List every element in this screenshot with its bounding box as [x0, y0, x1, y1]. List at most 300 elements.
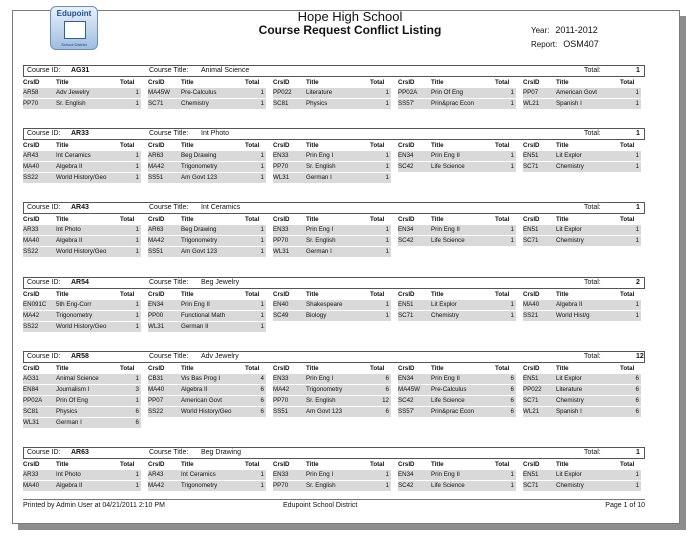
crsid-cell: EN33: [273, 152, 289, 159]
title-cell: Lit Explor: [556, 226, 582, 233]
column-header: [23, 78, 141, 88]
total-cell: 1: [385, 226, 389, 233]
title-cell: Sr. English: [56, 100, 86, 107]
title-header: Title: [181, 79, 194, 86]
total-cell: 1: [510, 471, 514, 478]
crsid-header: CrsID: [273, 216, 290, 223]
table-row: [523, 300, 641, 310]
title-cell: Literature: [556, 386, 583, 393]
conflict-column: [523, 290, 641, 322]
column-header: [398, 460, 516, 470]
title-cell: American Govt: [181, 397, 222, 404]
conflict-column: [398, 364, 516, 418]
table-row: [273, 162, 391, 172]
crsid-header: CrsID: [273, 291, 290, 298]
crsid-cell: SC49: [273, 312, 289, 319]
total-cell: 1: [260, 323, 264, 330]
title-cell: Chemistry: [556, 163, 584, 170]
conflict-column: [273, 141, 391, 184]
total-cell: 6: [510, 386, 514, 393]
title-cell: Sr. English: [306, 482, 336, 489]
report-title: Course Request Conflict Listing: [258, 23, 442, 37]
total-header: Total: [120, 79, 135, 86]
course-id-value: AR54: [71, 279, 89, 286]
table-row: [523, 385, 641, 395]
column-header: [23, 215, 141, 225]
title-header: Title: [306, 142, 319, 149]
table-row: [23, 322, 141, 332]
table-row: [523, 396, 641, 406]
total-cell: 1: [385, 312, 389, 319]
title-cell: Physics: [56, 408, 78, 415]
total-label: Total:: [584, 353, 601, 360]
total-cell: 6: [385, 386, 389, 393]
crsid-header: CrsID: [523, 291, 540, 298]
total-cell: 1: [385, 89, 389, 96]
title-cell: Spanish I: [556, 408, 582, 415]
table-row: [273, 481, 391, 491]
table-row: [148, 99, 266, 109]
title-cell: Chemistry: [181, 100, 209, 107]
title-cell: Spanish I: [556, 100, 582, 107]
total-header: Total: [370, 365, 385, 372]
title-cell: 5th Eng-Corr: [56, 301, 92, 308]
total-header: Total: [245, 216, 260, 223]
crsid-cell: MA42: [148, 163, 165, 170]
table-row: [148, 225, 266, 235]
title-cell: Prin Of Eng: [431, 89, 463, 96]
crsid-cell: EN51: [523, 152, 539, 159]
crsid-cell: PP022: [523, 386, 542, 393]
total-header: Total: [120, 291, 135, 298]
total-cell: 1: [135, 89, 139, 96]
total-cell: 1: [385, 237, 389, 244]
table-row: [398, 385, 516, 395]
crsid-cell: SC71: [398, 312, 414, 319]
title-cell: Chemistry: [556, 482, 584, 489]
conflict-column: [23, 460, 141, 492]
column-header: [23, 364, 141, 374]
conflict-column: [148, 141, 266, 184]
title-cell: Prin&prac Econ: [431, 100, 474, 107]
crsid-header: CrsID: [523, 142, 540, 149]
total-header: Total: [495, 461, 510, 468]
crsid-cell: EN34: [398, 226, 414, 233]
table-row: [523, 407, 641, 417]
conflict-column: [273, 290, 391, 322]
total-cell: 3: [135, 386, 139, 393]
crsid-cell: MA42: [23, 312, 40, 319]
total-value: 1: [636, 204, 640, 211]
title-cell: Prin&prac Econ: [431, 408, 474, 415]
total-cell: 1: [135, 152, 139, 159]
total-cell: 1: [385, 248, 389, 255]
title-header: Title: [56, 142, 69, 149]
title-cell: Prin Eng II: [181, 301, 210, 308]
total-cell: 1: [135, 471, 139, 478]
crsid-cell: PP02A: [23, 397, 43, 404]
title-header: Title: [56, 365, 69, 372]
table-row: [398, 481, 516, 491]
total-cell: 6: [385, 408, 389, 415]
total-header: Total: [370, 216, 385, 223]
total-header: Total: [495, 216, 510, 223]
column-header: [523, 141, 641, 151]
column-header: [523, 215, 641, 225]
crsid-header: CrsID: [148, 365, 165, 372]
crsid-header: CrsID: [273, 461, 290, 468]
total-cell: 1: [635, 89, 639, 96]
title-header: Title: [556, 79, 569, 86]
conflict-column: [148, 215, 266, 258]
title-cell: Prin Eng I: [306, 375, 334, 382]
table-row: [23, 396, 141, 406]
table-row: [148, 173, 266, 183]
table-row: [273, 407, 391, 417]
table-row: [523, 481, 641, 491]
logo-text: Edupoint: [56, 9, 92, 18]
title-header: Title: [306, 216, 319, 223]
crsid-cell: SS51: [148, 174, 164, 181]
total-cell: 1: [635, 163, 639, 170]
crsid-header: CrsID: [398, 291, 415, 298]
crsid-cell: EN34: [148, 301, 164, 308]
table-row: [148, 396, 266, 406]
total-cell: 1: [510, 301, 514, 308]
table-row: [523, 311, 641, 321]
crsid-cell: SS22: [23, 174, 39, 181]
total-value: 1: [636, 449, 640, 456]
title-cell: Trigonometry: [181, 237, 218, 244]
table-row: [398, 470, 516, 480]
total-header: Total: [370, 79, 385, 86]
total-cell: 6: [385, 375, 389, 382]
crsid-cell: SS22: [148, 408, 164, 415]
total-cell: 1: [135, 100, 139, 107]
total-header: Total: [245, 142, 260, 149]
conflict-column: [148, 364, 266, 418]
conflict-column: [523, 141, 641, 173]
title-cell: Animal Science: [56, 375, 99, 382]
crsid-header: CrsID: [148, 461, 165, 468]
total-header: Total: [620, 142, 635, 149]
crsid-cell: EN33: [273, 226, 289, 233]
book-icon: [64, 21, 86, 39]
total-cell: 1: [135, 237, 139, 244]
total-header: Total: [370, 142, 385, 149]
table-row: [148, 374, 266, 384]
table-row: [148, 162, 266, 172]
total-cell: 1: [260, 482, 264, 489]
crsid-header: CrsID: [148, 79, 165, 86]
total-cell: 1: [510, 237, 514, 244]
column-header: [148, 460, 266, 470]
title-header: Title: [306, 291, 319, 298]
course-title-value: Int Photo: [201, 130, 230, 137]
table-row: [148, 385, 266, 395]
crsid-header: CrsID: [23, 365, 40, 372]
conflict-column: [398, 141, 516, 173]
title-cell: Prin Eng II: [431, 152, 460, 159]
title-header: Title: [181, 291, 194, 298]
total-cell: 1: [385, 471, 389, 478]
crsid-cell: CB31: [148, 375, 164, 382]
crsid-header: CrsID: [398, 79, 415, 86]
crsid-cell: AR33: [23, 226, 39, 233]
total-header: Total: [495, 291, 510, 298]
total-cell: 1: [135, 397, 139, 404]
table-row: [23, 236, 141, 246]
table-row: [23, 151, 141, 161]
conflict-column: [523, 460, 641, 492]
course-section: [23, 277, 645, 330]
crsid-cell: MA40: [23, 163, 40, 170]
table-row: [23, 481, 141, 491]
title-header: Title: [181, 142, 194, 149]
column-header: [398, 290, 516, 300]
edupoint-logo: [50, 6, 98, 50]
total-cell: 12: [382, 397, 389, 404]
total-label: Total:: [584, 130, 601, 137]
total-cell: 1: [260, 312, 264, 319]
crsid-cell: SS51: [148, 248, 164, 255]
title-header: Title: [306, 365, 319, 372]
course-title-value: Animal Science: [201, 67, 250, 74]
title-cell: Lit Explor: [556, 471, 582, 478]
table-row: [23, 385, 141, 395]
title-cell: Algebra II: [56, 163, 83, 170]
total-cell: 6: [135, 408, 139, 415]
total-cell: 6: [635, 408, 639, 415]
table-row: [523, 236, 641, 246]
table-row: [148, 481, 266, 491]
crsid-cell: EN091C: [23, 301, 47, 308]
crsid-header: CrsID: [23, 79, 40, 86]
table-row: [148, 322, 266, 332]
crsid-cell: SS21: [523, 312, 539, 319]
table-row: [523, 225, 641, 235]
course-title-label: Course Title:: [149, 449, 189, 456]
title-header: Title: [556, 461, 569, 468]
total-cell: 1: [135, 174, 139, 181]
conflict-column: [398, 78, 516, 110]
total-cell: 6: [135, 419, 139, 426]
total-cell: 1: [260, 152, 264, 159]
conflict-column: [23, 141, 141, 184]
total-cell: 1: [635, 237, 639, 244]
title-header: Title: [556, 142, 569, 149]
total-cell: 1: [135, 163, 139, 170]
table-row: [148, 151, 266, 161]
table-row: [523, 151, 641, 161]
title-cell: Prin Eng I: [306, 471, 334, 478]
title-cell: German I: [56, 419, 82, 426]
column-header: [148, 364, 266, 374]
course-title-value: Beg Drawing: [201, 449, 242, 456]
table-row: [273, 151, 391, 161]
total-label: Total:: [584, 449, 601, 456]
table-row: [523, 374, 641, 384]
total-cell: 4: [260, 375, 264, 382]
total-header: Total: [245, 365, 260, 372]
course-id-value: AG31: [71, 67, 90, 74]
table-row: [398, 151, 516, 161]
title-cell: Am Govt 123: [306, 408, 343, 415]
total-cell: 1: [385, 301, 389, 308]
crsid-header: CrsID: [148, 291, 165, 298]
course-title-label: Course Title:: [149, 353, 189, 360]
total-header: Total: [495, 142, 510, 149]
crsid-cell: AR63: [148, 152, 164, 159]
crsid-header: CrsID: [273, 79, 290, 86]
crsid-header: CrsID: [523, 365, 540, 372]
column-header: [273, 215, 391, 225]
crsid-cell: SC71: [148, 100, 164, 107]
conflict-column: [23, 364, 141, 429]
crsid-cell: PP022: [273, 89, 292, 96]
course-title-label: Course Title:: [149, 67, 189, 74]
crsid-cell: SS51: [273, 408, 289, 415]
column-header: [148, 141, 266, 151]
title-cell: Int Photo: [56, 471, 81, 478]
table-row: [23, 374, 141, 384]
column-header: [398, 364, 516, 374]
crsid-header: CrsID: [23, 461, 40, 468]
crsid-cell: AR33: [23, 471, 39, 478]
table-row: [273, 470, 391, 480]
total-cell: 1: [135, 482, 139, 489]
crsid-header: CrsID: [273, 142, 290, 149]
total-cell: 6: [635, 386, 639, 393]
total-header: Total: [370, 461, 385, 468]
crsid-cell: EN51: [523, 226, 539, 233]
table-row: [273, 99, 391, 109]
crsid-cell: AR58: [23, 89, 39, 96]
table-row: [23, 173, 141, 183]
title-cell: Life Science: [431, 237, 465, 244]
crsid-cell: PP07: [148, 397, 164, 404]
crsid-cell: WL31: [273, 174, 290, 181]
title-cell: Trigonometry: [56, 312, 93, 319]
conflict-column: [23, 215, 141, 258]
crsid-cell: SC71: [523, 397, 539, 404]
title-cell: Chemistry: [556, 397, 584, 404]
conflict-column: [398, 290, 516, 322]
total-cell: 6: [510, 397, 514, 404]
total-cell: 1: [260, 248, 264, 255]
crsid-cell: SS57': [398, 100, 415, 107]
title-cell: Lit Explor: [431, 301, 457, 308]
total-cell: 1: [510, 312, 514, 319]
page-number: Page 1 of 10: [605, 502, 645, 509]
crsid-cell: PP70: [273, 237, 289, 244]
title-header: Title: [181, 461, 194, 468]
crsid-cell: SC81: [23, 408, 39, 415]
crsid-cell: PP07: [523, 89, 539, 96]
column-header: [398, 215, 516, 225]
title-header: Title: [56, 79, 69, 86]
crsid-cell: MA40: [148, 386, 165, 393]
crsid-cell: EN34: [398, 152, 414, 159]
table-row: [398, 300, 516, 310]
total-header: Total: [620, 216, 635, 223]
total-header: Total: [620, 461, 635, 468]
table-row: [398, 162, 516, 172]
title-cell: Life Science: [431, 163, 465, 170]
crsid-cell: MA40: [23, 482, 40, 489]
total-cell: 1: [635, 152, 639, 159]
course-title-value: Adv Jewelry: [201, 353, 239, 360]
crsid-header: CrsID: [23, 216, 40, 223]
total-cell: 1: [135, 323, 139, 330]
table-row: [23, 407, 141, 417]
title-cell: Sr. English: [306, 397, 336, 404]
table-row: [398, 88, 516, 98]
crsid-cell: MA42: [273, 386, 290, 393]
course-id-label: Course ID:: [27, 67, 61, 74]
year-label: Year:: [531, 26, 550, 35]
total-cell: 1: [135, 248, 139, 255]
total-cell: 1: [635, 312, 639, 319]
title-cell: German I: [306, 174, 332, 181]
column-header: [523, 364, 641, 374]
title-cell: Lit Explor: [556, 375, 582, 382]
course-id-value: AR33: [71, 130, 89, 137]
course-id-value: AR58: [71, 353, 89, 360]
crsid-cell: PP00: [148, 312, 164, 319]
report-footer: [23, 499, 645, 509]
title-cell: Am Govt 123: [181, 174, 218, 181]
course-id-label: Course ID:: [27, 353, 61, 360]
table-row: [398, 311, 516, 321]
total-header: Total: [620, 291, 635, 298]
crsid-cell: EN40: [273, 301, 289, 308]
total-cell: 1: [510, 226, 514, 233]
total-label: Total:: [584, 279, 601, 286]
total-cell: 1: [635, 301, 639, 308]
title-header: Title: [431, 79, 444, 86]
course-section: [23, 351, 645, 426]
crsid-cell: SC71: [523, 237, 539, 244]
title-cell: Pre-Calculus: [181, 89, 217, 96]
total-cell: 6: [510, 375, 514, 382]
table-row: [273, 225, 391, 235]
total-header: Total: [495, 365, 510, 372]
title-cell: Sr. English: [306, 163, 336, 170]
total-cell: 1: [385, 100, 389, 107]
crsid-cell: PP70: [23, 100, 39, 107]
crsid-cell: EN33: [273, 471, 289, 478]
conflict-column: [148, 290, 266, 333]
column-header: [148, 215, 266, 225]
crsid-cell: WL31: [273, 248, 290, 255]
total-value: 2: [636, 279, 640, 286]
crsid-cell: SS22: [23, 323, 39, 330]
year-value: 2011-2012: [555, 25, 598, 35]
title-cell: Journalism I: [56, 386, 90, 393]
title-header: Title: [56, 461, 69, 468]
crsid-cell: MA40: [523, 301, 540, 308]
conflict-column: [148, 460, 266, 492]
total-cell: 6: [635, 397, 639, 404]
table-row: [398, 374, 516, 384]
total-cell: 1: [635, 471, 639, 478]
title-cell: World History/Geo: [56, 323, 107, 330]
conflict-column: [523, 364, 641, 418]
crsid-cell: MA45W: [148, 89, 171, 96]
title-cell: Int Ceramics: [181, 471, 216, 478]
table-row: [23, 88, 141, 98]
